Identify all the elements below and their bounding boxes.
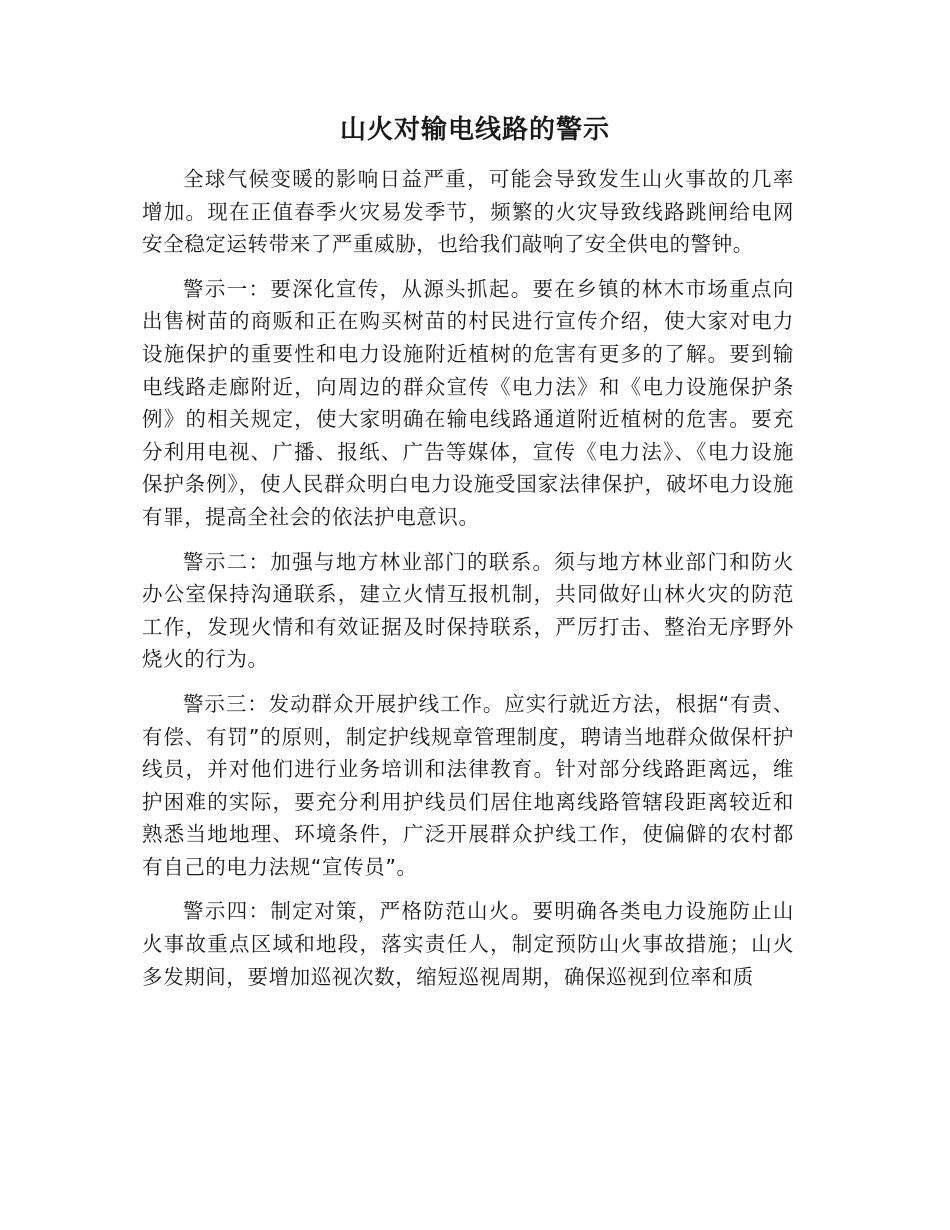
paragraph-warning-1: 警示一：要深化宣传，从源头抓起。要在乡镇的林木市场重点向出售树苗的商贩和正在购买树苗的村民进行宣传介绍，使大家对电力设施保护的重要性和电力设施附近植树的危害有更多的了解。要到输电线路走廊附近，向周边的群众宣传《电力法》和《电力设施保护条例》的相关规定，使大家明确在输电线路通道附近植树的危害。要充分利用电视、广播、报纸、广告等媒体，宣传《电力法》、《电力设施保护条例》，使人民群众明白电力设施受国家法律保护，破坏电力设施有罪，提高全社会的依法护电意识。: [142, 276, 794, 529]
paragraph-intro: 全球气候变暖的影响日益严重，可能会导致发生山火事故的几率增加。现在正值春季火灾易发季节，频繁的火灾导致线路跳闸给电网安全稳定运转带来了严重威胁，也给我们敲响了安全供电的警钟。: [142, 167, 794, 257]
document-title: 山火对输电线路的警示: [339, 115, 610, 145]
paragraph-warning-3: 警示三：发动群众开展护线工作。应实行就近方法，根据“有责、有偿、有罚”的原则，制定护线规章管理制度，聘请当地群众做保杆护线员，并对他们进行业务培训和法律教育。针对部分线路距离远，维护困难的实际，要充分利用护线员们居住地离线路管辖段距离较近和熟悉当地地理、环境条件，广泛开展群众护线工作，使偏僻的农村都有自己的电力法规“宣传员”。: [142, 691, 794, 879]
document-body: [142, 163, 794, 1005]
paragraph-warning-4: 警示四：制定对策，严格防范山火。要明确各类电力设施防止山火事故重点区域和地段，落实责任人，制定预防山火事故措施；山火多发期间，要增加巡视次数，缩短巡视周期，确保巡视到位率和质: [142, 899, 794, 989]
paragraph-warning-2: 警示二：加强与地方林业部门的联系。须与地方林业部门和防火办公室保持沟通联系，建立火情互报机制，共同做好山林火灾的防范工作，发现火情和有效证据及时保持联系，严厉打击、整治无序野外烧火的行为。: [142, 549, 794, 672]
